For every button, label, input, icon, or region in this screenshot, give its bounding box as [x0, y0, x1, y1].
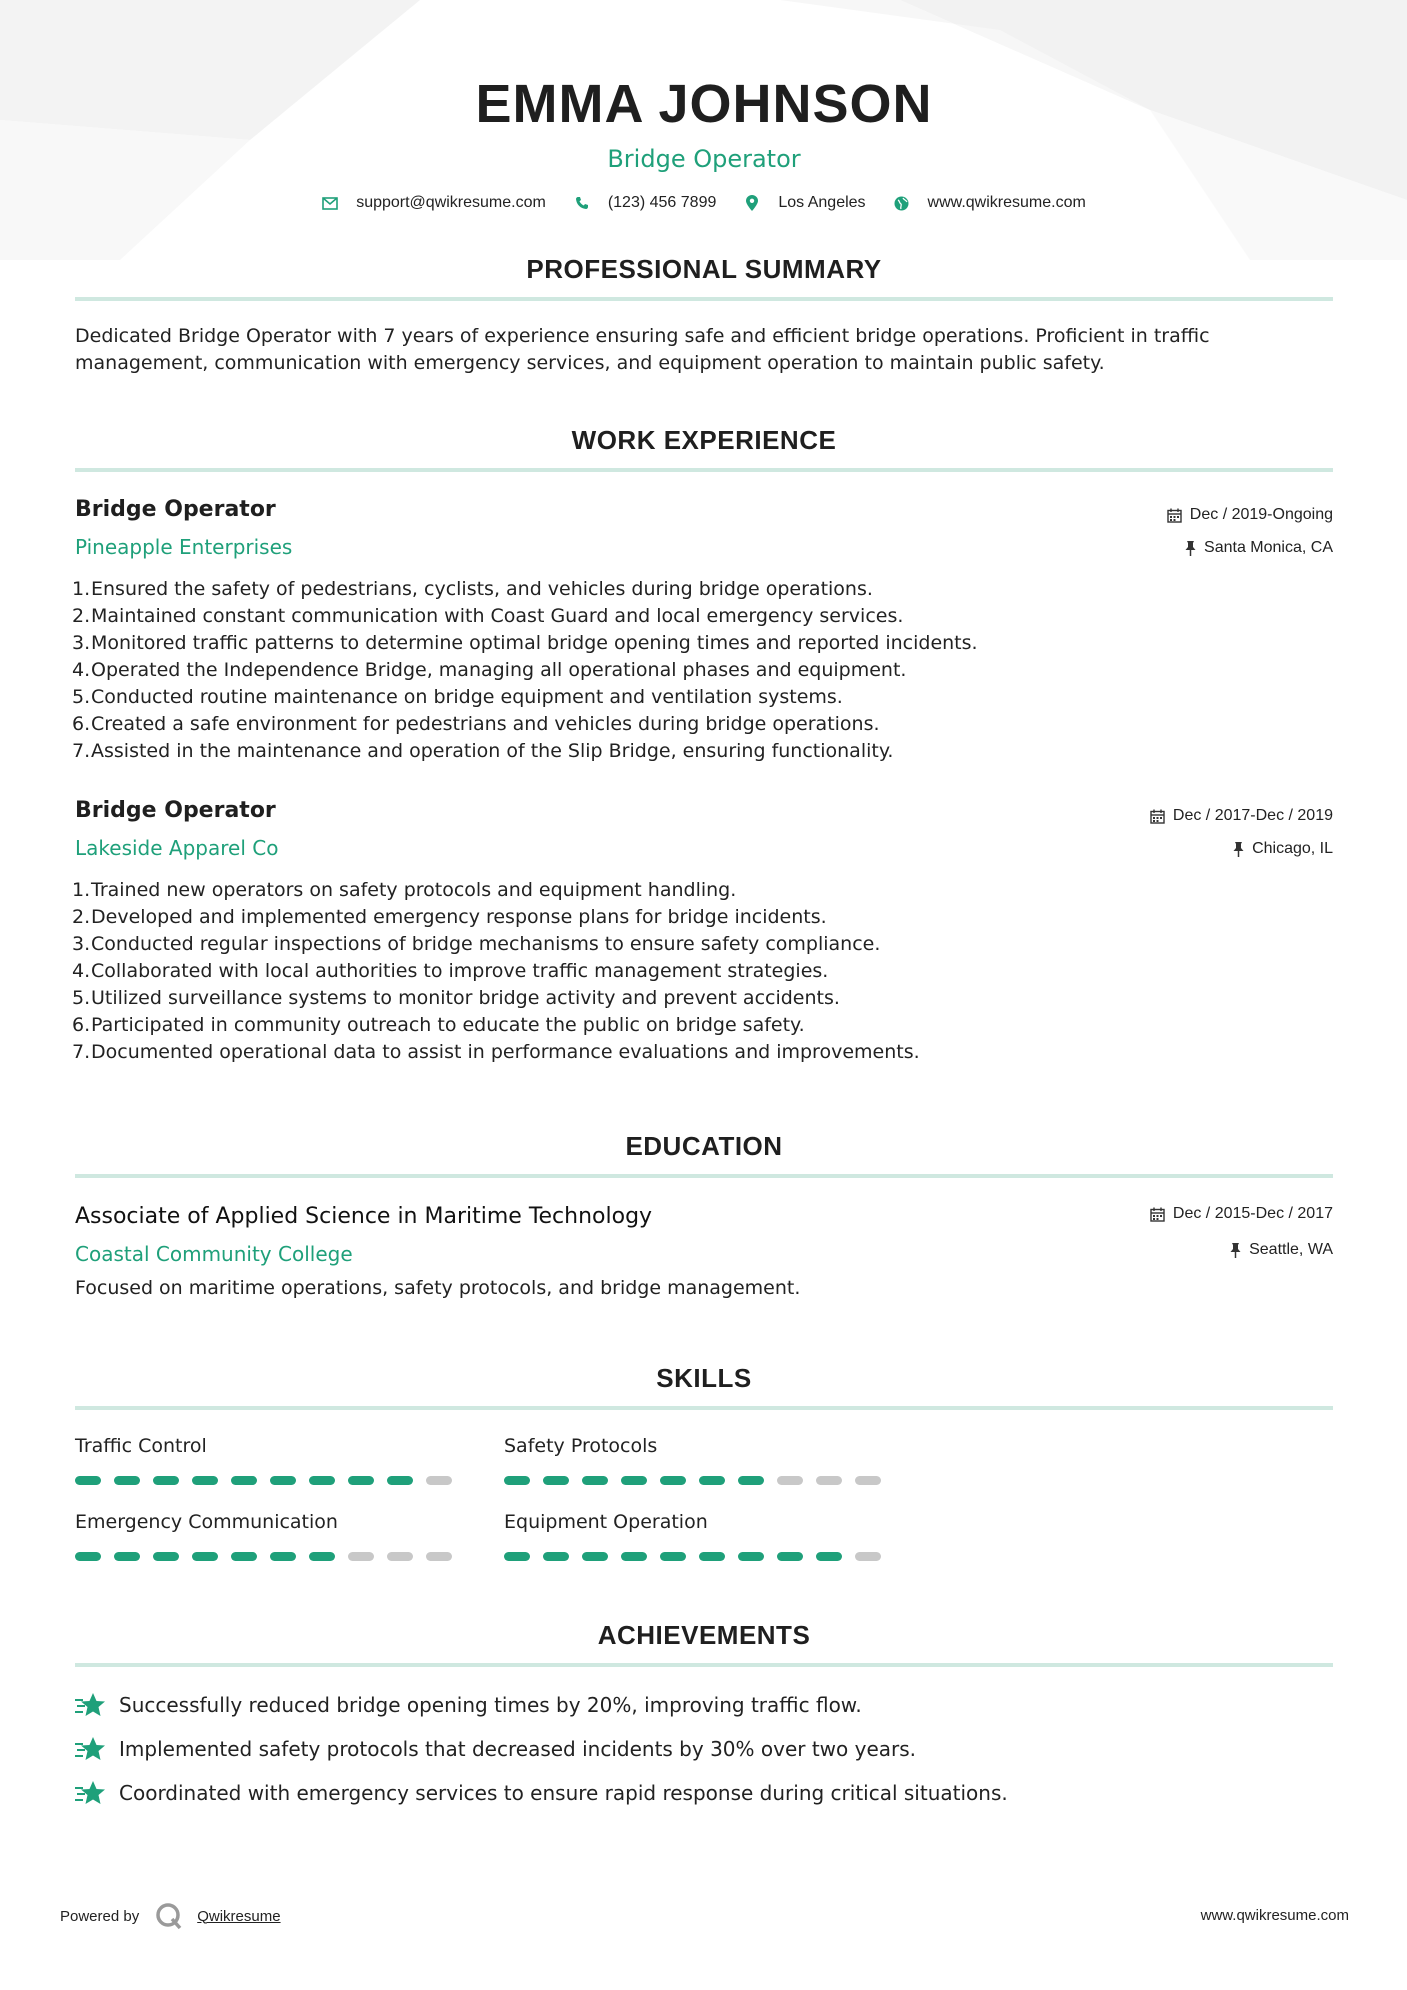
bullet-item: 5. Utilized surveillance systems to monitor bridge activity and prevent accidents.: [72, 987, 840, 1009]
job-meta: [1150, 805, 1333, 860]
skill-dash-filled: [543, 1476, 569, 1485]
contact-location: [744, 194, 865, 212]
footer: [0, 1896, 1407, 1936]
job-meta: [1167, 504, 1333, 559]
bullet-item: 7. Assisted in the maintenance and operation of the Slip Bridge, ensuring functionality.: [72, 740, 894, 762]
resume-header: [75, 0, 1333, 212]
skill-dash-filled: [153, 1552, 179, 1561]
bullet-item: 1. Ensured the safety of pedestrians, cyclists, and vehicles during bridge operations.: [72, 578, 873, 600]
education-meta: [1150, 1203, 1333, 1261]
email-text: support@qwikresume.com: [356, 194, 546, 211]
skill-dash-filled: [192, 1552, 218, 1561]
skills-section: [75, 1363, 1333, 1586]
skill-dash-filled: [309, 1476, 335, 1485]
skill-dash-filled: [621, 1552, 647, 1561]
education-description: Focused on maritime operations, safety protocols, and bridge management.: [75, 1277, 801, 1299]
job-company: Pineapple Enterprises: [75, 535, 293, 559]
skill-dash-filled: [75, 1476, 101, 1485]
section-divider: [75, 297, 1333, 301]
contact-phone[interactable]: [574, 194, 717, 212]
bullet-item: 2. Developed and implemented emergency response plans for bridge incidents.: [72, 906, 827, 928]
bullet-item: 7. Documented operational data to assist in performance evaluations and improvements.: [72, 1041, 920, 1063]
education-location-text: Seattle, WA: [1249, 1241, 1333, 1258]
skill-dash-filled: [153, 1476, 179, 1485]
skill-dash-filled: [231, 1552, 257, 1561]
education-entry: [75, 1203, 1333, 1302]
degree-title: Associate of Applied Science in Maritime Technology: [75, 1204, 653, 1229]
skill-dash-filled: [348, 1476, 374, 1485]
skills-grid: [75, 1434, 1333, 1586]
skill-item: [504, 1510, 933, 1586]
achievement-item: [75, 1771, 1333, 1815]
job-bullets: [72, 877, 1333, 1066]
job-entry: [72, 797, 1333, 1066]
skill-name: Equipment Operation: [504, 1511, 708, 1533]
skill-dash-filled: [738, 1552, 764, 1561]
bullet-item: 4. Collaborated with local authorities to improve traffic management strategies.: [72, 960, 829, 982]
skill-dash-filled: [816, 1552, 842, 1561]
skill-dash-filled: [270, 1552, 296, 1561]
achievement-item: [75, 1683, 1333, 1727]
job-company: Lakeside Apparel Co: [75, 836, 279, 860]
experience-section: [75, 425, 1333, 472]
job-dates: [1167, 504, 1333, 526]
skill-dash-filled: [660, 1476, 686, 1485]
skill-dash-filled: [699, 1476, 725, 1485]
education-dates: [1150, 1203, 1333, 1225]
achievement-text: Successfully reduced bridge opening times by 20%, improving traffic flow.: [119, 1693, 862, 1717]
skill-dash-filled: [504, 1476, 530, 1485]
phone-text: (123) 456 7899: [607, 194, 717, 211]
job-entry: [72, 496, 1333, 765]
skill-dash-filled: [543, 1552, 569, 1561]
bullet-item: 2. Maintained constant communication with Coast Guard and local emergency services.: [72, 605, 904, 627]
job-dates: [1150, 805, 1333, 827]
job-location: [1167, 537, 1333, 559]
skill-dash-empty: [816, 1476, 842, 1485]
summary-text: Dedicated Bridge Operator with 7 years of experience ensuring safe and efficient bridge operations. Proficient in traffic management, communication with emergency services, and equipment operation to maintain public safety.: [75, 325, 1210, 374]
skill-name: Safety Protocols: [504, 1435, 658, 1457]
skill-level-bar: [75, 1476, 504, 1485]
bullet-item: 6. Created a safe environment for pedestrians and vehicles during bridge operations.: [72, 713, 880, 735]
skills-heading: SKILLS: [656, 1363, 752, 1393]
skill-dash-filled: [777, 1552, 803, 1561]
achievement-text: Implemented safety protocols that decreased incidents by 30% over two years.: [119, 1737, 917, 1761]
skill-dash-filled: [699, 1552, 725, 1561]
skill-dash-empty: [426, 1552, 452, 1561]
qwikresume-logo: [155, 1902, 183, 1930]
summary-heading: PROFESSIONAL SUMMARY: [526, 254, 882, 284]
skill-dash-filled: [582, 1552, 608, 1561]
achievement-text: Coordinated with emergency services to ensure rapid response during critical situations.: [119, 1781, 1008, 1805]
skill-level-bar: [75, 1552, 504, 1561]
section-divider: [75, 1406, 1333, 1410]
pushpin-icon: [1233, 842, 1244, 857]
achievement-item: [75, 1727, 1333, 1771]
skill-dash-filled: [621, 1476, 647, 1485]
bullet-item: 1. Trained new operators on safety protocols and equipment handling.: [72, 879, 737, 901]
job-dates-text: Dec / 2019-Ongoing: [1189, 506, 1333, 523]
bullet-item: 3. Conducted regular inspections of bridge mechanisms to ensure safety compliance.: [72, 933, 881, 955]
job-title: Bridge Operator: [75, 798, 276, 823]
summary-section: [75, 254, 1333, 377]
skill-dash-filled: [75, 1552, 101, 1561]
skill-dash-filled: [738, 1476, 764, 1485]
footer-website-link[interactable]: www.qwikresume.com: [1200, 1907, 1349, 1924]
bullet-item: 6. Participated in community outreach to educate the public on bridge safety.: [72, 1014, 805, 1036]
phone-icon: [574, 195, 590, 211]
star-icon: [75, 1691, 107, 1719]
skill-dash-filled: [504, 1552, 530, 1561]
job-location-text: Chicago, IL: [1252, 840, 1333, 857]
experience-heading: WORK EXPERIENCE: [571, 425, 837, 455]
education-section: [75, 1131, 1333, 1178]
section-divider: [75, 1663, 1333, 1667]
calendar-icon: [1167, 508, 1182, 523]
contact-website[interactable]: [894, 194, 1086, 212]
skill-name: Traffic Control: [75, 1435, 207, 1457]
job-title: Bridge Operator: [75, 497, 276, 522]
brand-link[interactable]: Qwikresume: [197, 1907, 281, 1925]
job-dates-text: Dec / 2017-Dec / 2019: [1172, 807, 1333, 824]
section-divider: [75, 468, 1333, 472]
skill-dash-empty: [855, 1552, 881, 1561]
skill-dash-empty: [348, 1552, 374, 1561]
skill-dash-filled: [660, 1552, 686, 1561]
job-bullets: [72, 576, 1333, 765]
skill-dash-empty: [387, 1552, 413, 1561]
pushpin-icon: [1185, 541, 1196, 556]
calendar-icon: [1150, 809, 1165, 824]
bullet-item: 5. Conducted routine maintenance on bridge equipment and ventilation systems.: [72, 686, 843, 708]
skill-dash-filled: [114, 1552, 140, 1561]
skill-item: [75, 1434, 504, 1510]
education-dates-text: Dec / 2015-Dec / 2017: [1172, 1205, 1333, 1222]
candidate-role: Bridge Operator: [607, 145, 801, 173]
pushpin-icon: [1230, 1243, 1241, 1258]
bullet-item: 3. Monitored traffic patterns to determine optimal bridge opening times and reported incidents.: [72, 632, 978, 654]
powered-by-label: Powered by: [60, 1907, 140, 1925]
resume-page: [72, 0, 1333, 1805]
skill-item: [504, 1434, 933, 1510]
section-divider: [75, 1174, 1333, 1178]
achievements-list: [75, 1683, 1333, 1815]
contact-row: [75, 194, 1333, 212]
star-icon: [75, 1779, 107, 1807]
school-name: Coastal Community College: [75, 1242, 353, 1266]
skill-dash-filled: [114, 1476, 140, 1485]
powered-by: [60, 1902, 281, 1930]
star-icon: [75, 1735, 107, 1763]
envelope-icon: [322, 195, 338, 211]
education-location: [1150, 1239, 1333, 1261]
candidate-name: EMMA JOHNSON: [475, 74, 933, 134]
skill-level-bar: [504, 1476, 933, 1485]
skill-dash-filled: [192, 1476, 218, 1485]
location-text: Los Angeles: [778, 194, 866, 211]
skill-level-bar: [504, 1552, 933, 1561]
job-location: [1150, 838, 1333, 860]
skill-dash-filled: [309, 1552, 335, 1561]
website-text: www.qwikresume.com: [927, 194, 1086, 211]
skill-name: Emergency Communication: [75, 1511, 338, 1533]
achievements-heading: ACHIEVEMENTS: [597, 1620, 811, 1650]
job-location-text: Santa Monica, CA: [1204, 539, 1333, 556]
skill-dash-empty: [855, 1476, 881, 1485]
calendar-icon: [1150, 1207, 1165, 1222]
skill-dash-empty: [426, 1476, 452, 1485]
skill-dash-filled: [387, 1476, 413, 1485]
bullet-item: 4. Operated the Independence Bridge, managing all operational phases and equipment.: [72, 659, 907, 681]
skill-dash-filled: [270, 1476, 296, 1485]
achievements-section: [75, 1620, 1333, 1815]
contact-email[interactable]: [322, 194, 546, 212]
skill-item: [75, 1510, 504, 1586]
skill-dash-empty: [777, 1476, 803, 1485]
map-pin-icon: [744, 195, 760, 211]
skill-dash-filled: [231, 1476, 257, 1485]
globe-icon: [894, 195, 910, 211]
education-heading: EDUCATION: [625, 1131, 783, 1161]
skill-dash-filled: [582, 1476, 608, 1485]
